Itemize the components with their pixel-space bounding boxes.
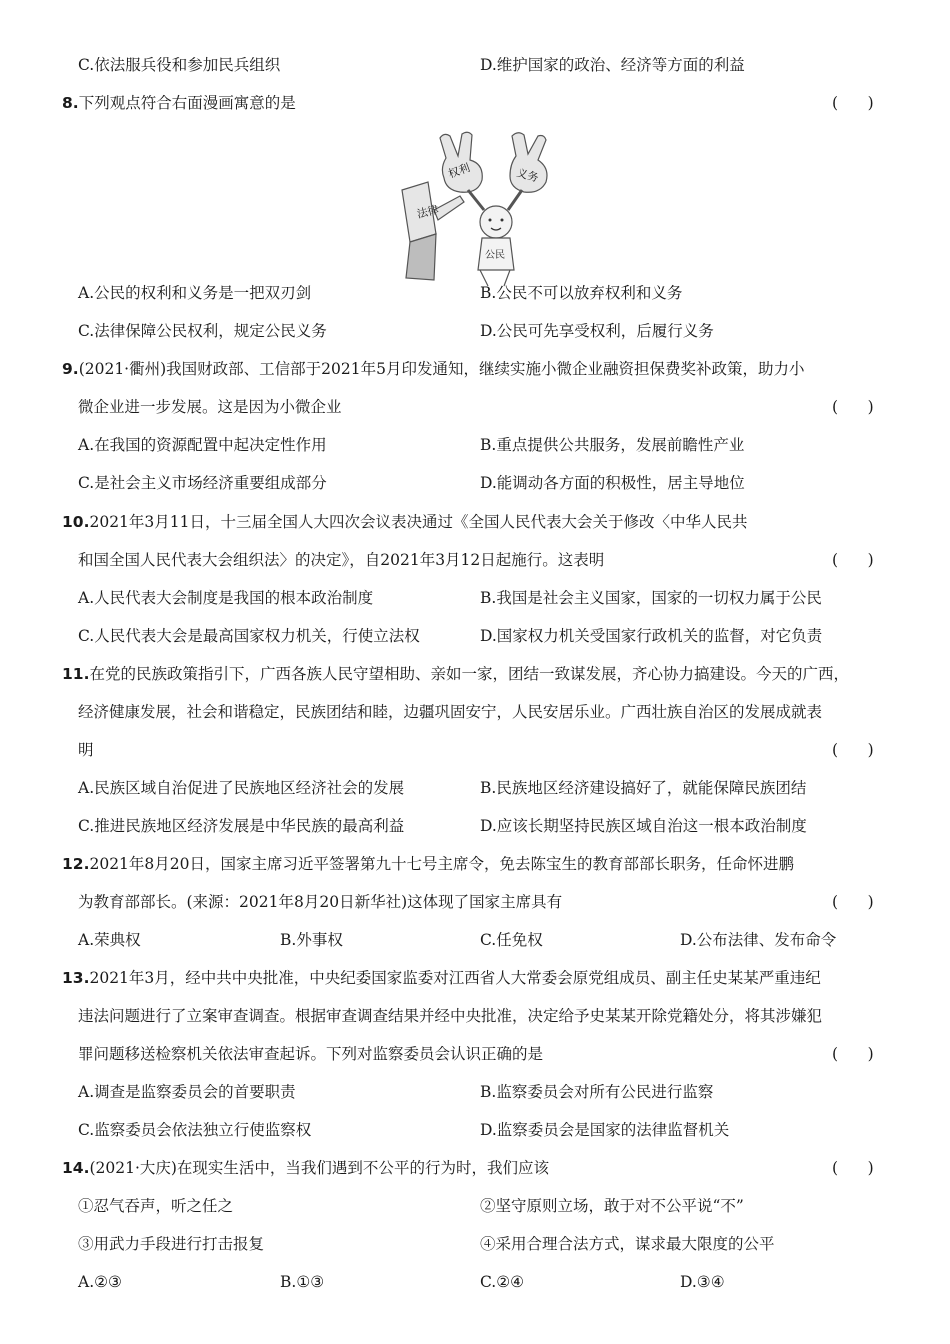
cartoon-illustration bbox=[388, 130, 583, 290]
q12-number: 12. bbox=[62, 855, 90, 873]
q12-stem-text-1: 2021年8月20日，国家主席习近平签署第九十七号主席令，免去陈宝生的教育部部长职务，任命怀进鹏 bbox=[89, 855, 795, 873]
q8-stem-text: 下列观点符合右面漫画寓意的是 bbox=[78, 94, 296, 112]
q11-stem-text-1: 在党的民族政策指引下，广西各族人民守望相助、亲如一家，团结一致谋发展，齐心协力搞建设。今天的广西， bbox=[89, 665, 849, 683]
q14-item-3: ③用武力手段进行打击报复 bbox=[78, 1235, 265, 1253]
q10-option-b: B.我国是社会主义国家，国家的一切权力属于公民 bbox=[480, 589, 822, 607]
q7-option-c: C.依法服兵役和参加民兵组织 bbox=[78, 56, 281, 74]
q14-item-1: ①忍气吞声，听之任之 bbox=[78, 1197, 234, 1215]
q13-stem-line-2: 违法问题进行了立案审查调查。根据审查调查结果并经中央批准，决定给予史某某开除党籍处分，将其涉嫌犯 bbox=[78, 1007, 823, 1025]
q10-option-d: D.国家权力机关受国家行政机关的监督，对它负责 bbox=[480, 627, 823, 645]
q11-number: 11. bbox=[62, 665, 90, 683]
q14-option-d: D.③④ bbox=[680, 1273, 725, 1291]
q14-item-4: ④采用合理合法方式，谋求最大限度的公平 bbox=[480, 1235, 775, 1253]
q14-stem-text: (2021·大庆)在现实生活中，当我们遇到不公平的行为时，我们应该 bbox=[89, 1159, 549, 1177]
q12-option-d: D.公布法律、发布命令 bbox=[680, 931, 837, 949]
q11-option-c: C.推进民族地区经济发展是中华民族的最高利益 bbox=[78, 817, 405, 835]
q8-stem bbox=[62, 92, 296, 114]
q14-option-b: B.①③ bbox=[280, 1273, 325, 1291]
q10-answer-paren: ( ) bbox=[832, 551, 874, 569]
q9-stem-line-1 bbox=[62, 358, 804, 380]
q11-stem-line-2: 经济健康发展，社会和谐稳定，民族团结和睦，边疆巩固安宁，人民安居乐业。广西壮族自治区的发展成就表 bbox=[78, 703, 823, 721]
q14-option-a: A.②③ bbox=[78, 1273, 122, 1291]
q9-number: 9. bbox=[62, 360, 79, 378]
q8-option-c: C.法律保障公民权利，规定公民义务 bbox=[78, 322, 327, 340]
q12-option-a: A.荣典权 bbox=[78, 931, 141, 949]
q13-stem-text-1: 2021年3月，经中共中央批准，中央纪委国家监委对江西省人大常委会原党组成员、副主任史某某严重违纪 bbox=[89, 969, 821, 987]
q10-option-a: A.人民代表大会制度是我国的根本政治制度 bbox=[78, 589, 374, 607]
q11-answer-paren: ( ) bbox=[832, 741, 874, 759]
q12-answer-paren: ( ) bbox=[832, 893, 874, 911]
q12-option-c: C.任免权 bbox=[480, 931, 543, 949]
cartoon-duty-label: 义务 bbox=[515, 166, 540, 185]
q8-option-b: B.公民不可以放弃权利和义务 bbox=[480, 284, 683, 302]
q12-stem-line-2: 为教育部部长。(来源：2021年8月20日新华社)这体现了国家主席具有 bbox=[78, 893, 563, 911]
q11-option-d: D.应该长期坚持民族区域自治这一根本政治制度 bbox=[480, 817, 807, 835]
q13-option-a: A.调查是监察委员会的首要职责 bbox=[78, 1083, 296, 1101]
q11-stem-line-3: 明 bbox=[78, 741, 94, 759]
q12-option-b: B.外事权 bbox=[280, 931, 343, 949]
q9-option-b: B.重点提供公共服务，发展前瞻性产业 bbox=[480, 436, 745, 454]
q14-stem bbox=[62, 1157, 549, 1179]
q10-stem-line-2: 和国全国人民代表大会组织法〉的决定》，自2021年3月12日起施行。这表明 bbox=[78, 551, 605, 569]
q13-answer-paren: ( ) bbox=[832, 1045, 874, 1063]
q13-stem-line-3: 罪问题移送检察机关依法审查起诉。下列对监察委员会认识正确的是 bbox=[78, 1045, 544, 1063]
q9-stem-line-2: 微企业进一步发展。这是因为小微企业 bbox=[78, 398, 342, 416]
q10-stem-text-1: 2021年3月11日，十三届全国人大四次会议表决通过《全国人民代表大会关于修改〈中华人民共 bbox=[89, 513, 748, 531]
cartoon-rights-label: 权利 bbox=[446, 161, 472, 181]
q8-option-a: A.公民的权利和义务是一把双刃剑 bbox=[78, 284, 312, 302]
q11-option-a: A.民族区域自治促进了民族地区经济社会的发展 bbox=[78, 779, 405, 797]
q14-option-c: C.②④ bbox=[480, 1273, 525, 1291]
q7-option-d: D.维护国家的政治、经济等方面的利益 bbox=[480, 56, 745, 74]
q11-option-b: B.民族地区经济建设搞好了，就能保障民族团结 bbox=[480, 779, 807, 797]
q14-item-2: ②坚守原则立场，敢于对不公平说“不” bbox=[480, 1197, 744, 1215]
q12-stem-line-1 bbox=[62, 853, 794, 875]
q9-stem-text-1: (2021·衢州)我国财政部、工信部于2021年5月印发通知，继续实施小微企业融资担保费奖补政策，助力小 bbox=[78, 360, 805, 378]
q11-stem-line-1 bbox=[62, 663, 849, 685]
q9-option-d: D.能调动各方面的积极性，居主导地位 bbox=[480, 474, 745, 492]
q13-option-c: C.监察委员会依法独立行使监察权 bbox=[78, 1121, 312, 1139]
q10-option-c: C.人民代表大会是最高国家权力机关，行使立法权 bbox=[78, 627, 420, 645]
q10-number: 10. bbox=[62, 513, 90, 531]
q8-number: 8. bbox=[62, 94, 79, 112]
q13-option-b: B.监察委员会对所有公民进行监察 bbox=[480, 1083, 714, 1101]
q9-option-c: C.是社会主义市场经济重要组成部分 bbox=[78, 474, 327, 492]
q13-stem-line-1 bbox=[62, 967, 821, 989]
q9-answer-paren: ( ) bbox=[832, 398, 874, 416]
q8-answer-paren: ( ) bbox=[832, 94, 874, 112]
q13-number: 13. bbox=[62, 969, 90, 987]
cartoon-citizen-label: 公民 bbox=[485, 250, 505, 261]
cartoon-law-label: 法律 bbox=[415, 202, 441, 221]
q9-option-a: A.在我国的资源配置中起决定性作用 bbox=[78, 436, 327, 454]
q10-stem-line-1 bbox=[62, 511, 748, 533]
q13-option-d: D.监察委员会是国家的法律监督机关 bbox=[480, 1121, 730, 1139]
q14-answer-paren: ( ) bbox=[832, 1159, 874, 1177]
q14-number: 14. bbox=[62, 1159, 90, 1177]
q8-option-d: D.公民可先享受权利，后履行义务 bbox=[480, 322, 714, 340]
